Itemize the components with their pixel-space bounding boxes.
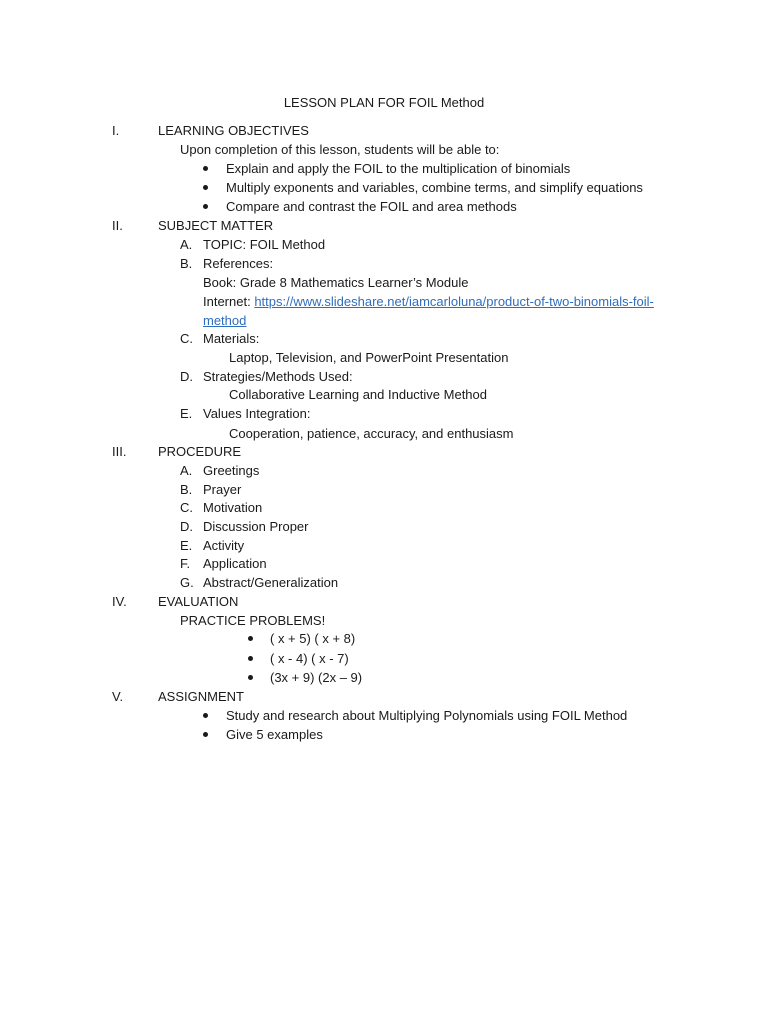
- section-numeral: IV.: [112, 594, 127, 609]
- objective-item: Compare and contrast the FOIL and area methods: [226, 199, 517, 214]
- bullet-icon: [248, 670, 253, 686]
- bullet-icon: [203, 180, 208, 196]
- list-letter: E.: [180, 406, 193, 421]
- objective-item: Multiply exponents and variables, combine terms, and simplify equations: [226, 180, 643, 195]
- section-heading-procedure: PROCEDURE: [158, 444, 242, 459]
- list-letter: B.: [180, 256, 193, 271]
- list-letter: D.: [180, 369, 193, 384]
- list-letter: D.: [180, 519, 193, 534]
- bullet-icon: [248, 631, 253, 647]
- list-letter: E.: [180, 538, 193, 553]
- materials-detail: Laptop, Television, and PowerPoint Presentation: [229, 350, 509, 365]
- section-numeral: I.: [112, 123, 120, 138]
- assignment-item: Give 5 examples: [226, 727, 323, 742]
- subject-topic: TOPIC: FOIL Method: [203, 237, 326, 252]
- reference-link[interactable]: method: [203, 313, 247, 328]
- section-numeral: II.: [112, 218, 123, 233]
- reference-link[interactable]: https://www.slideshare.net/iamcarloluna/product-of-two-binomials-foil-: [254, 294, 654, 309]
- objective-item: Explain and apply the FOIL to the multiplication of binomials: [226, 161, 571, 176]
- list-letter: B.: [180, 482, 193, 497]
- objectives-intro: Upon completion of this lesson, students will be able to:: [180, 142, 500, 157]
- practice-problem: ( x + 5) ( x + 8): [270, 631, 356, 646]
- bullet-icon: [203, 161, 208, 177]
- procedure-item: Application: [203, 556, 267, 571]
- references-label: References:: [203, 256, 274, 271]
- procedure-item: Motivation: [203, 500, 263, 515]
- materials-label: Materials:: [203, 331, 260, 346]
- strategies-label: Strategies/Methods Used:: [203, 369, 353, 384]
- reference-link-continued: [203, 313, 246, 329]
- list-letter: F.: [180, 556, 191, 571]
- bullet-icon: [203, 708, 208, 724]
- section-heading-evaluation: EVALUATION: [158, 594, 239, 609]
- section-heading-subject: SUBJECT MATTER: [158, 218, 274, 233]
- document-title: LESSON PLAN FOR FOIL Method: [283, 95, 485, 110]
- procedure-item: Prayer: [203, 482, 242, 497]
- procedure-item: Abstract/Generalization: [203, 575, 339, 590]
- values-label: Values Integration:: [203, 406, 311, 421]
- practice-problems-label: PRACTICE PROBLEMS!: [180, 613, 326, 628]
- bullet-icon: [248, 651, 253, 667]
- values-detail: Cooperation, patience, accuracy, and enthusiasm: [229, 426, 514, 441]
- internet-label: Internet:: [203, 294, 251, 309]
- list-letter: C.: [180, 500, 193, 515]
- bullet-icon: [203, 199, 208, 215]
- list-letter: C.: [180, 331, 193, 346]
- section-numeral: III.: [112, 444, 127, 459]
- section-heading-assignment: ASSIGNMENT: [158, 689, 244, 704]
- strategies-detail: Collaborative Learning and Inductive Method: [229, 387, 488, 402]
- procedure-item: Activity: [203, 538, 245, 553]
- list-letter: A.: [180, 463, 193, 478]
- reference-book: Book: Grade 8 Mathematics Learner’s Module: [203, 275, 469, 290]
- section-heading-objectives: LEARNING OBJECTIVES: [158, 123, 309, 138]
- practice-problem: (3x + 9) (2x – 9): [270, 670, 363, 685]
- practice-problem: ( x - 4) ( x - 7): [270, 651, 349, 666]
- assignment-item: Study and research about Multiplying Polynomials using FOIL Method: [226, 708, 628, 723]
- procedure-item: Greetings: [203, 463, 260, 478]
- bullet-icon: [203, 727, 208, 743]
- list-letter: G.: [180, 575, 194, 590]
- section-numeral: V.: [112, 689, 124, 704]
- procedure-item: Discussion Proper: [203, 519, 309, 534]
- list-letter: A.: [180, 237, 193, 252]
- reference-internet: [203, 294, 654, 310]
